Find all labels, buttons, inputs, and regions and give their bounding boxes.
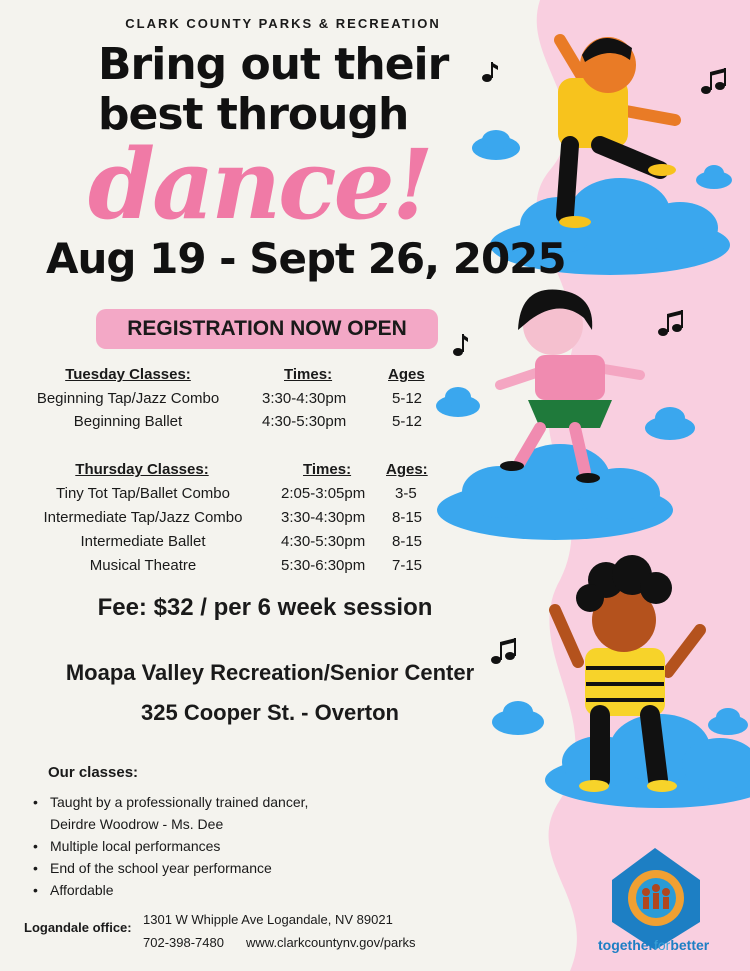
fee-line: Fee: $32 / per 6 week session bbox=[97, 594, 433, 621]
class-name: Musical Theatre bbox=[89, 557, 197, 574]
list-item: • Multiple local performances bbox=[50, 835, 308, 857]
bullet-icon: • bbox=[33, 838, 38, 854]
class-ages: 5-12 bbox=[392, 413, 423, 430]
class-time: 3:30-4:30pm bbox=[281, 509, 366, 526]
parks-website-link[interactable]: www.clarkcountynv.gov/parks bbox=[246, 935, 416, 950]
registration-banner: REGISTRATION NOW OPEN bbox=[96, 309, 438, 349]
dance-script-title: dance! bbox=[88, 128, 431, 241]
tuesday-ages-header: Ages bbox=[388, 366, 425, 383]
class-time: 3:30-4:30pm bbox=[262, 390, 347, 407]
features-title: Our classes: bbox=[48, 764, 139, 781]
headline-line-1: Bring out their bbox=[98, 39, 449, 90]
session-dates: Aug 19 - Sept 26, 2025 bbox=[46, 234, 566, 283]
list-item: • Taught by a professionally trained dancer, bbox=[50, 791, 308, 813]
office-phone: 702-398-7480 bbox=[143, 935, 224, 950]
list-item: • End of the school year performance bbox=[50, 857, 308, 879]
venue-name: Moapa Valley Recreation/Senior Center bbox=[65, 660, 475, 685]
music-note-3 bbox=[453, 334, 468, 356]
list-item: Deirdre Woodrow - Ms. Dee bbox=[50, 816, 224, 832]
thursday-ages-header: Ages: bbox=[386, 461, 428, 478]
cloud-small-3 bbox=[436, 387, 480, 417]
class-ages: 8-15 bbox=[392, 533, 423, 550]
bullet-icon: • bbox=[33, 882, 38, 898]
class-name: Beginning Tap/Jazz Combo bbox=[36, 390, 220, 407]
class-name: Intermediate Ballet bbox=[80, 533, 206, 550]
class-ages: 3-5 bbox=[395, 485, 417, 502]
bullet-icon: • bbox=[33, 860, 38, 876]
class-name: Tiny Tot Tap/Ballet Combo bbox=[56, 485, 230, 502]
thursday-times-header: Times: bbox=[303, 461, 352, 478]
organizer-kicker: CLARK COUNTY PARKS & RECREATION bbox=[125, 16, 441, 31]
class-time: 4:30-5:30pm bbox=[281, 533, 366, 550]
class-time: 4:30-5:30pm bbox=[262, 413, 347, 430]
class-name: Beginning Ballet bbox=[73, 413, 183, 430]
class-time: 2:05-3:05pm bbox=[281, 485, 366, 502]
list-item: • Affordable bbox=[50, 879, 308, 901]
features-list bbox=[33, 791, 309, 901]
class-ages: 7-15 bbox=[392, 557, 423, 574]
headline-line-2: best through bbox=[98, 89, 409, 140]
office-label: Logandale office: bbox=[24, 920, 132, 935]
class-name: Intermediate Tap/Jazz Combo bbox=[43, 509, 243, 526]
office-address: 1301 W Whipple Ave Logandale, NV 89021 bbox=[143, 912, 393, 927]
class-ages: 5-12 bbox=[392, 390, 423, 407]
class-time: 5:30-6:30pm bbox=[281, 557, 366, 574]
thursday-class-header: Thursday Classes: bbox=[75, 461, 209, 478]
venue-address: 325 Cooper St. - Overton bbox=[141, 700, 399, 725]
tuesday-class-header: Tuesday Classes: bbox=[65, 366, 191, 383]
tuesday-times-header: Times: bbox=[284, 366, 333, 383]
together-for-better-tagline: togetherforbetter bbox=[598, 937, 710, 953]
class-ages: 8-15 bbox=[392, 509, 423, 526]
bullet-icon: • bbox=[33, 794, 38, 810]
